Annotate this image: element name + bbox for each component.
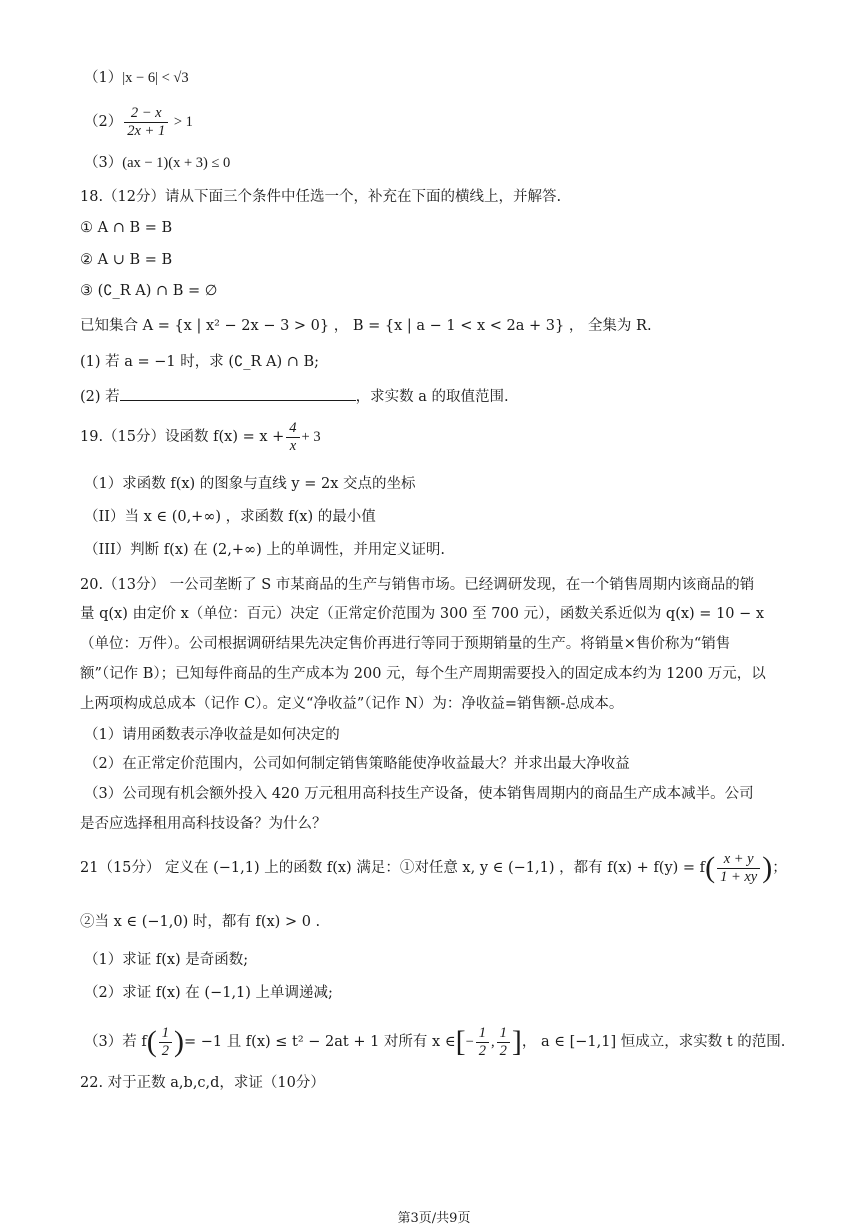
fraction xyxy=(286,420,299,454)
q19-sub2: （II）当 x ∈ (0,+∞) ，求函数 f(x) 的最小值 xyxy=(84,509,376,525)
q21-sub3 xyxy=(84,1024,798,1060)
q18-given: 已知集合 A = {x | x² − 2x − 3 > 0} ， B = {x | a − 1 < x < 2a + 3} ， 全集为 R. xyxy=(80,318,652,334)
fraction-numerator: x + y xyxy=(717,851,760,869)
q20-line4: 额”（记作 B）；已知每件商品的生产成本为 200 元，每个生产周期需要投入的固定成本约为 1200 万元，以 xyxy=(80,666,766,682)
q20-sub3-line1: （3）公司现有机会额外投入 420 万元租用高科技生产设备，使本销售周期内的商品生产成本减半。公司 xyxy=(84,786,754,802)
q19-stem xyxy=(80,420,798,454)
text: = −1 且 f(x) ≤ t² − 2at + 1 对所有 x ∈ xyxy=(183,1034,456,1050)
q18-condition-3: ③ (∁_R A) ∩ B = ∅ xyxy=(80,283,218,299)
math-expression: + 3 xyxy=(301,429,321,446)
text: ； xyxy=(772,860,787,876)
bracket-open: [ xyxy=(455,1025,466,1058)
fraction-denominator: 2x + 1 xyxy=(127,122,166,139)
q20-sub3-line2: 是否应选择租用高科技设备？为什么？ xyxy=(80,816,327,832)
fraction-numerator: 1 xyxy=(476,1025,489,1043)
text: （3）若 f xyxy=(84,1034,147,1050)
part-label: （2） xyxy=(84,114,123,131)
q22-stem: 22. 对于正数 a,b,c,d，求证（10分） xyxy=(80,1075,325,1091)
q20-line3: （单位：万件）。公司根据调研结果先决定售价再进行等同于预期销量的生产。将销量×售价称为“销售 xyxy=(80,636,731,652)
comma: , xyxy=(491,1034,495,1050)
q18-sub1: (1) 若 a = −1 时，求 (∁_R A) ∩ B; xyxy=(80,354,320,370)
fraction-numerator: 2 − x xyxy=(124,105,168,123)
part-label: （3） xyxy=(84,155,123,171)
fraction-denominator: 1 + xy xyxy=(720,868,758,885)
math-expression: |x − 6| < √3 xyxy=(122,70,189,86)
q20-sub2: （2）在正常定价范围内，公司如何制定销售策略能使净收益最大？并求出最大净收益 xyxy=(84,756,630,772)
q17-part3 xyxy=(84,155,798,172)
q21-sub1: （1）求证 f(x) 是奇函数; xyxy=(84,952,249,968)
q19-sub3: （III）判断 f(x) 在 (2,+∞) 上的单调性，并用定义证明. xyxy=(84,542,445,558)
q20-line1: 20.（13分） 一公司垄断了 S 市某商品的生产与销售市场。已经调研发现，在一个销售周期内该商品的销 xyxy=(80,577,755,593)
q18-condition-2: ② A ∪ B = B xyxy=(80,252,173,268)
text: ，求实数 a 的取值范围. xyxy=(355,389,509,405)
fraction xyxy=(717,851,760,885)
q20-line2: 量 q(x) 由定价 x（单位：百元）决定（正常定价范围为 300 至 700 元），函数关系近似为 q(x) = 10 − x xyxy=(80,606,765,622)
fraction-denominator: x xyxy=(289,437,297,454)
fraction-denominator: 2 xyxy=(499,1042,507,1059)
math-expression: (ax − 1)(x + 3) ≤ 0 xyxy=(122,155,231,171)
text: (2) 若 xyxy=(80,389,120,405)
fraction-denominator: 2 xyxy=(161,1042,169,1059)
paren-close: ) xyxy=(173,1025,184,1058)
fraction xyxy=(497,1025,510,1059)
page-footer: 第3页/共9页 xyxy=(397,1211,471,1226)
fraction xyxy=(476,1025,489,1059)
q17-part2 xyxy=(84,105,798,139)
q20-line5: 上两项构成总成本（记作 C）。定义“净收益”（记作 N）为：净收益=销售额-总成本。 xyxy=(80,696,624,712)
answer-blank xyxy=(120,388,356,401)
q20-sub1: （1）请用函数表示净收益是如何决定的 xyxy=(84,727,340,743)
text: 19.（15分）设函数 f(x) = x + xyxy=(80,429,285,446)
q17-part1 xyxy=(84,70,798,87)
fraction-numerator: 4 xyxy=(286,420,299,438)
fraction-numerator: 1 xyxy=(159,1025,172,1043)
q21-condition-2: ②当 x ∈ (−1,0) 时，都有 f(x) > 0 . xyxy=(80,914,321,930)
paren-close: ) xyxy=(762,851,773,884)
bracket-close: ] xyxy=(511,1025,522,1058)
q18-stem: 18.（12分）请从下面三个条件中任选一个，补充在下面的横线上，并解答. xyxy=(80,189,562,205)
text: 21（15分） 定义在 (−1,1) 上的函数 f(x) 满足：①对任意 x, y ∈ (−1,1) ，都有 f(x) + f(y) = f xyxy=(80,860,706,876)
fraction-denominator: 2 xyxy=(478,1042,487,1059)
q18-sub2 xyxy=(80,388,798,406)
q21-sub2: （2）求证 f(x) 在 (−1,1) 上单调递减; xyxy=(84,985,333,1001)
q21-stem xyxy=(80,850,798,886)
text: ， a ∈ [−1,1] 恒成立，求实数 t 的范围. xyxy=(521,1034,786,1050)
part-label: （1） xyxy=(84,70,123,86)
math-expression: > 1 xyxy=(170,114,193,131)
paren-open: ( xyxy=(705,851,716,884)
minus-sign: − xyxy=(465,1034,474,1050)
fraction xyxy=(159,1025,172,1059)
fraction xyxy=(124,105,168,139)
q19-sub1: （1）求函数 f(x) 的图象与直线 y = 2x 交点的坐标 xyxy=(84,476,416,492)
q18-condition-1: ① A ∩ B = B xyxy=(80,220,173,236)
fraction-numerator: 1 xyxy=(497,1025,510,1043)
paren-open: ( xyxy=(146,1025,157,1058)
